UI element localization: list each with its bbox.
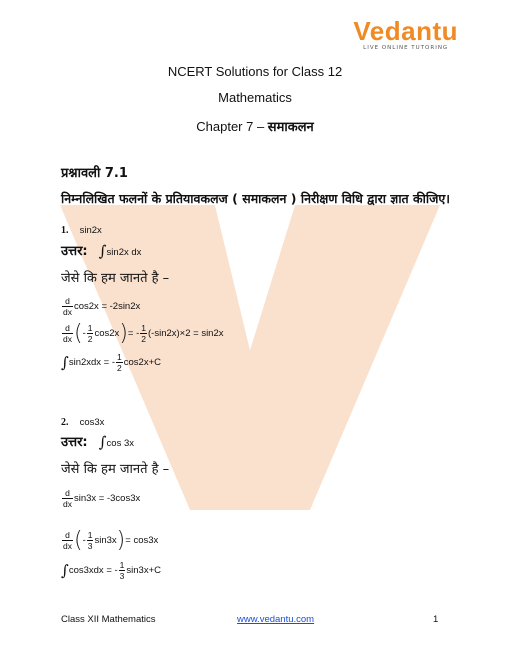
doc-subject: Mathematics <box>218 90 292 105</box>
derivative-fraction: $\frac{d}{dx}$ <box>63 323 72 344</box>
q1-number: 1. <box>61 225 69 236</box>
q2-known-text: जेसे कि हम जानते है – <box>61 462 170 477</box>
q2-answer-expression: cos 3x <box>106 438 135 449</box>
q1-answer-expression: sin2x dx <box>106 247 142 258</box>
derivative-fraction: $\frac{d}{dx}$ <box>63 488 72 509</box>
vedantu-logo[interactable] <box>353 18 458 51</box>
q1-step-3: ∫sin2xdx = - $\frac{1}{2}$ cos2x+C <box>61 352 161 373</box>
coefficient-fraction: $\frac{1}{3}$ <box>87 530 93 551</box>
chapter-hindi: समाकलन <box>267 120 314 135</box>
q2-step-1: $\frac{d}{dx}$ sin3x = -3cos3x <box>63 488 141 509</box>
q2-step-3: ∫cos3xdx = - $\frac{1}{3}$ sin3x+C <box>61 560 161 581</box>
doc-title: NCERT Solutions for Class 12 <box>167 64 343 79</box>
integral-sign: ∫ <box>98 432 107 451</box>
q1-step-1: $\frac{d}{dx}$ cos2x = -2sin2x <box>63 296 141 317</box>
integral-sign: ∫ <box>98 241 107 260</box>
q2-statement <box>61 410 104 429</box>
derivative-fraction: $\frac{d}{dx}$ <box>63 530 72 551</box>
footer-page-number: 1 <box>433 614 439 625</box>
chapter-prefix: Chapter 7 – <box>196 119 268 134</box>
q1-answer <box>61 240 141 260</box>
integral-sign: ∫ <box>61 353 69 372</box>
q1-step-2: $\frac{d}{dx}$ (- $\frac{1}{2}$ cos2x)= - $\frac{1}{2}$ (-sin2x)×2 = sin2x <box>63 321 224 346</box>
q1-statement <box>61 218 102 237</box>
doc-chapter <box>0 117 510 135</box>
logo-tagline: LIVE ONLINE TUTORING <box>363 45 449 51</box>
coefficient-fraction: $\frac{1}{2}$ <box>117 352 122 373</box>
footer-website-link[interactable]: www.vedantu.com <box>237 614 315 625</box>
q1-known-text: जेसे कि हम जानते है – <box>61 271 170 286</box>
q2-answer-label: उत्तर: <box>61 435 88 450</box>
exercise-title: प्रश्नावली 7.1 <box>61 166 128 181</box>
q2-step-2: $\frac{d}{dx}$ (- $\frac{1}{3}$ sin3x)= cos3x <box>63 528 159 553</box>
coefficient-fraction: $\frac{1}{2}$ <box>87 323 93 344</box>
q1-answer-label: उत्तर: <box>61 244 88 259</box>
q2-expression: cos3x <box>79 417 105 428</box>
integral-sign: ∫ <box>61 561 69 580</box>
q1-expression: sin2x <box>79 225 102 236</box>
coefficient-fraction: $\frac{1}{3}$ <box>119 560 125 581</box>
q2-answer <box>61 431 134 451</box>
coefficient-fraction: $\frac{1}{2}$ <box>141 323 146 344</box>
derivative-fraction: $\frac{d}{dx}$ <box>63 296 72 317</box>
logo-wordmark: Vedantu <box>353 16 458 46</box>
footer-left: Class XII Mathematics <box>61 614 156 625</box>
q2-number: 2. <box>61 417 69 428</box>
exercise-instruction: निम्नलिखित फलनों के प्रतियावकलज ( समाकलन ) निरीक्षण विधि द्वारा ज्ञात कीजिए। <box>61 191 451 206</box>
